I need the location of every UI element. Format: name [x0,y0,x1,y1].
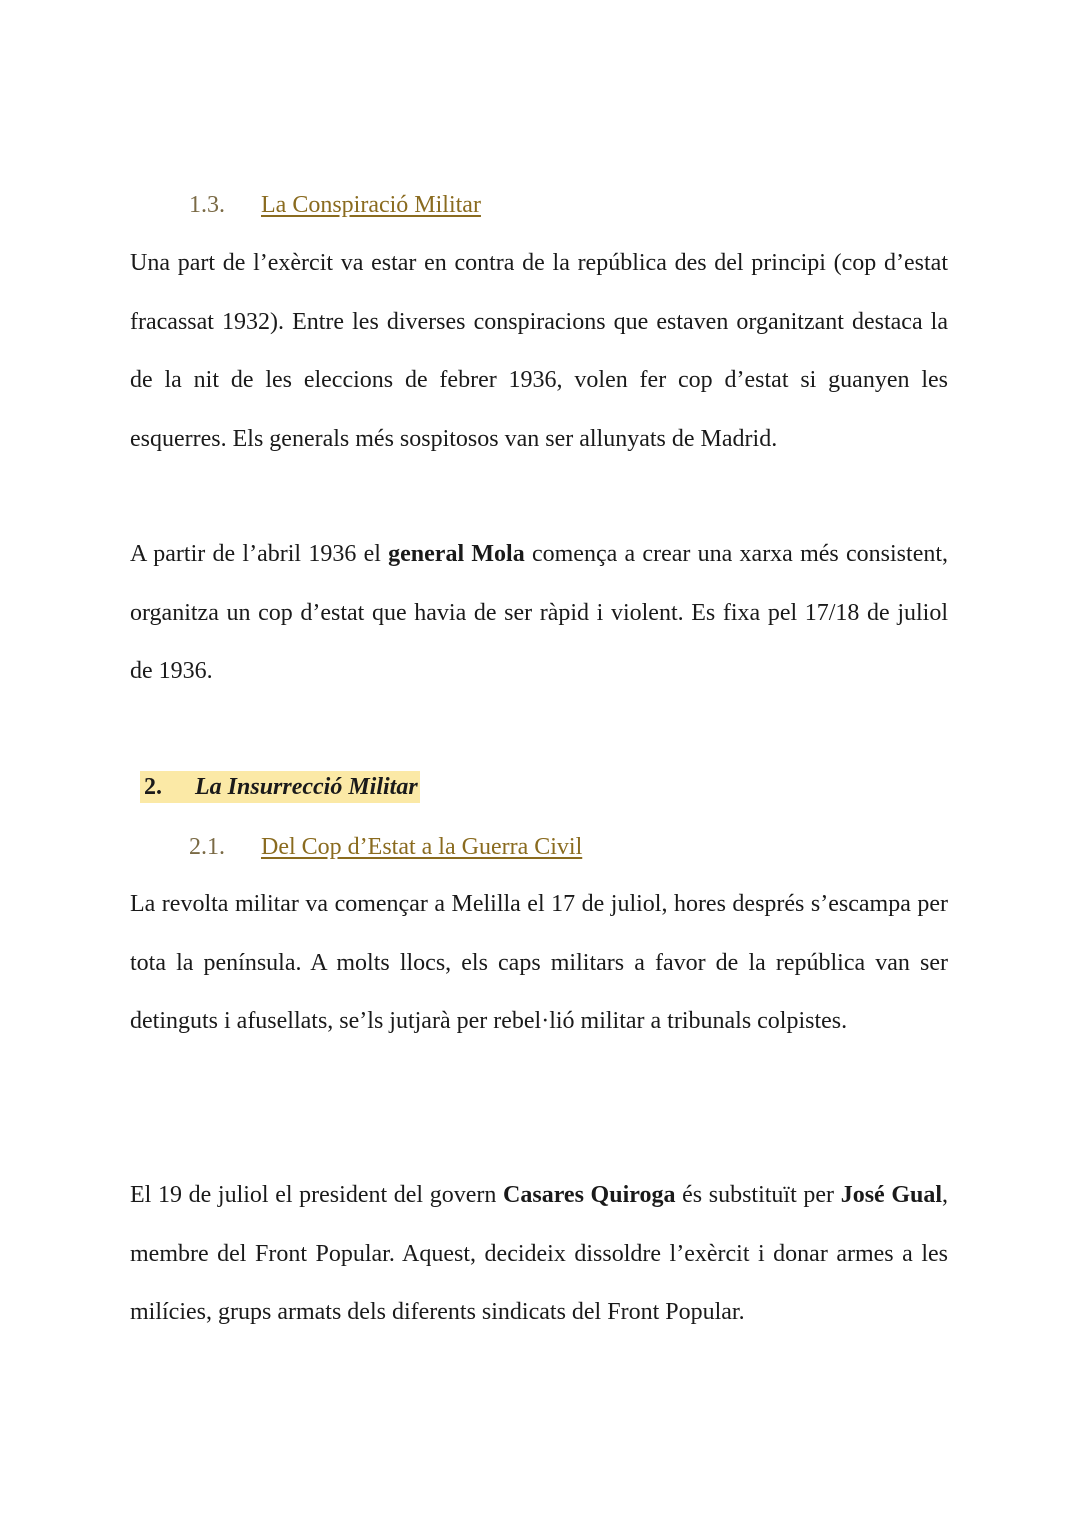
subsection-number: 2.1. [189,834,225,860]
section-title: La Insurrecció Militar [195,774,418,800]
subsection-title: La Conspiració Militar [261,192,481,218]
text-run: El 19 de juliol el president del govern [130,1182,504,1208]
text-run: , membre del Front Popular. Aquest, decideix dissoldre l’exèrcit i donar armes a les milícies, grups armats dels diferents sindicats del Front Popular. [130,1182,949,1325]
bold-name: Casares Quiroga [503,1182,676,1208]
text-run: A partir de l’abril 1936 el [130,541,389,567]
paragraph-revolt: La revolta militar va començar a Melilla el 17 de juliol, hores després s’escampa per tota la península. A molts llocs, els caps militars a favor de la república van ser detinguts i afusellats, se’ls jutjarà per rebel·lió militar a tribunals colpistes. [130,891,948,1034]
section-heading-2 [140,771,420,803]
bold-name: José Gual [840,1182,943,1208]
subsection-title: Del Cop d’Estat a la Guerra Civil [261,834,583,860]
subsection-heading-2-1 [189,832,582,862]
paragraph-government [130,1166,948,1342]
subsection-number: 1.3. [189,192,225,218]
section-number: 2. [144,774,162,800]
bold-name: general Mola [388,541,525,567]
subsection-heading-1-3 [189,190,481,220]
paragraph-general-mola [130,525,948,701]
text-run: és substituït per [675,1182,841,1208]
paragraph-conspiracy: Una part de l’exèrcit va estar en contra de la república des del principi (cop d’estat fracassat 1932). Entre les diverses conspiracions que estaven organitzant destaca la de la nit de les eleccions de febrer 1936, volen fer cop d’estat si guanyen les esquerres. Els generals més sospitosos van ser allunyats de Madrid. [130,250,948,452]
text-run: comença a crear una xarxa més consistent, organitza un cop d’estat que havia de ser ràpid i violent. Es fixa pel 17/18 de juliol de 1936. [130,541,949,684]
